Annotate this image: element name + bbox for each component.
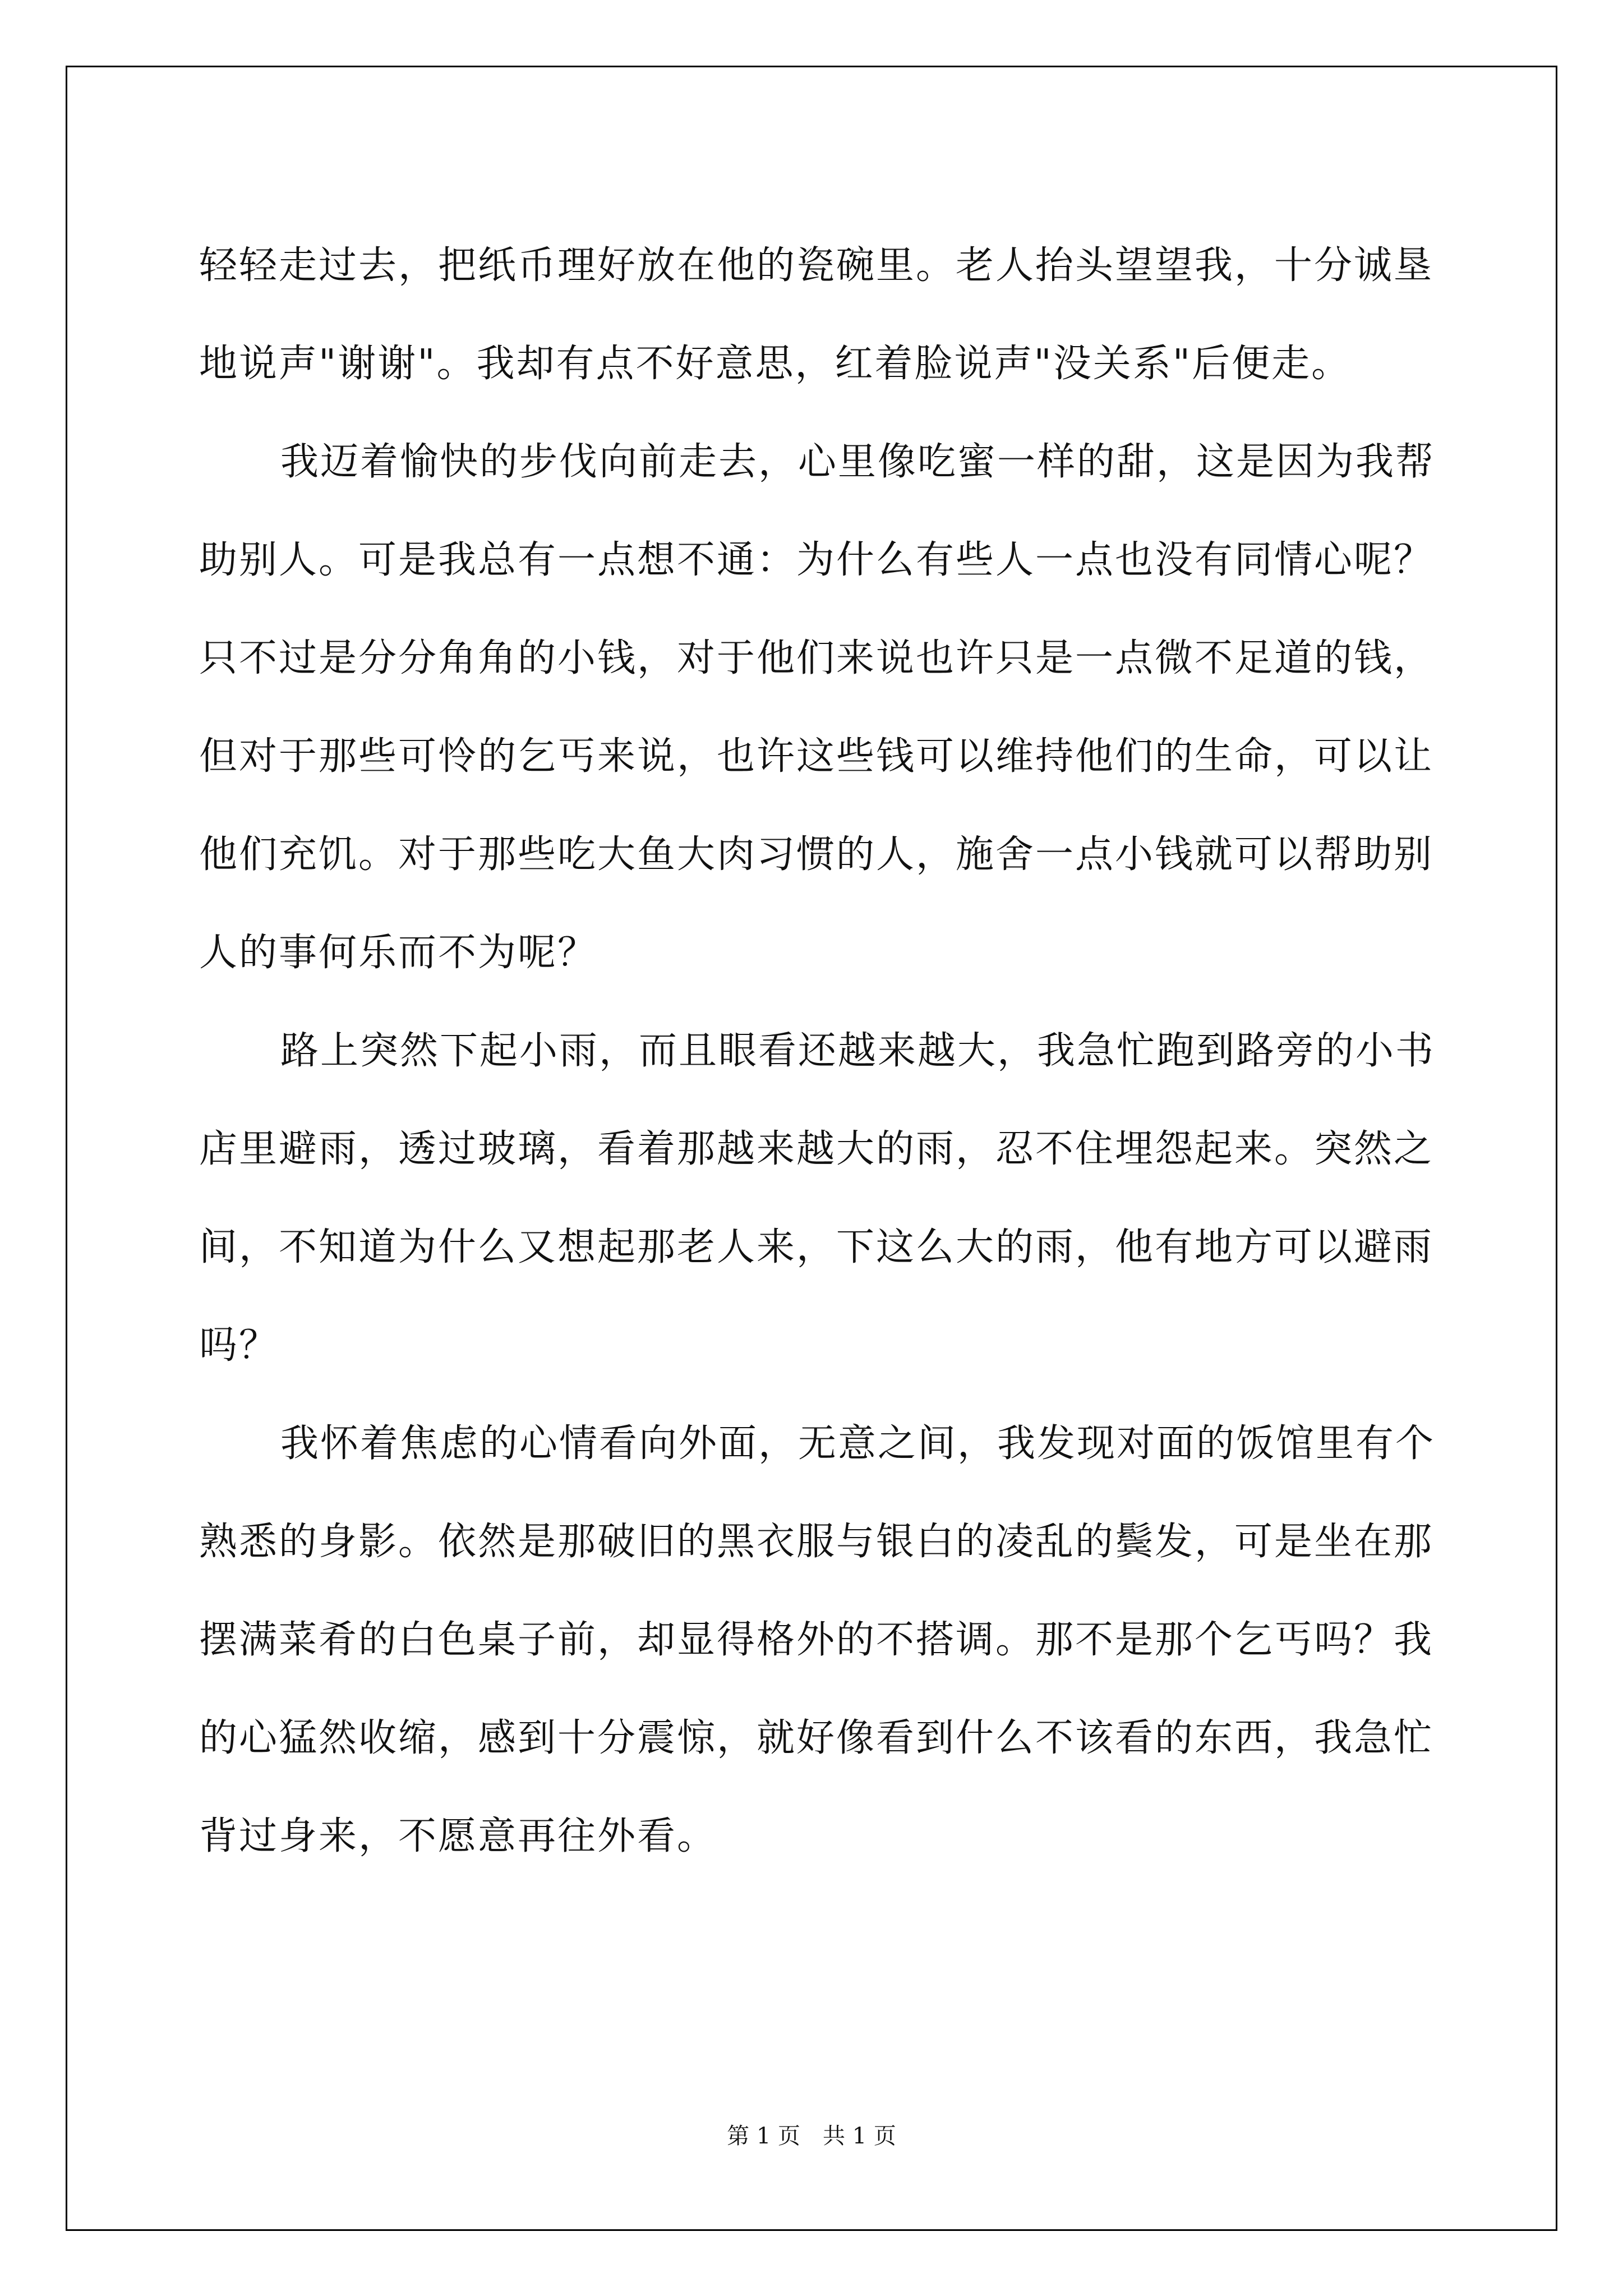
paragraph-2: 我迈着愉快的步伐向前走去，心里像吃蜜一样的甜，这是因为我帮助别人。可是我总有一点想不通：为什么有些人一点也没有同情心呢？只不过是分分角角的小钱，对于他们来说也许只是一点微不足道的钱，但对于那些可怜的乞丐来说，也许这些钱可以维持他们的生命，可以让他们充饥。对于那些吃大鱼大肉习惯的人，施舍一点小钱就可以帮助别人的事何乐而不为呢？ (199, 440, 1436, 975)
page-number-footer: 第 1 页 共 1 页 (727, 2123, 896, 2149)
paragraph-4: 我怀着焦虑的心情看向外面，无意之间，我发现对面的饭馆里有个熟悉的身影。依然是那破旧的黑衣服与银白的凌乱的鬓发，可是坐在那摆满菜肴的白色桌子前，却显得格外的不搭调。那不是那个乞丐吗？我的心猛然收缩，感到十分震惊，就好像看到什么不该看的东西，我急忙背过身来，不愿意再往外看。 (199, 1421, 1436, 1858)
paragraph-1: 轻轻走过去，把纸币理好放在他的瓷碗里。老人抬头望望我，十分诚垦地说声"谢谢"。我却有点不好意思，红着脸说声"没关系"后便走。 (199, 243, 1434, 386)
document-body (199, 217, 1455, 1885)
paragraph-3: 路上突然下起小雨，而且眼看还越来越大，我急忙跑到路旁的小书店里避雨，透过玻璃，看着那越来越大的雨，忍不住埋怨起来。突然之间，不知道为什么又想起那老人来，下这么大的雨，他有地方可以避雨吗？ (199, 1029, 1436, 1368)
